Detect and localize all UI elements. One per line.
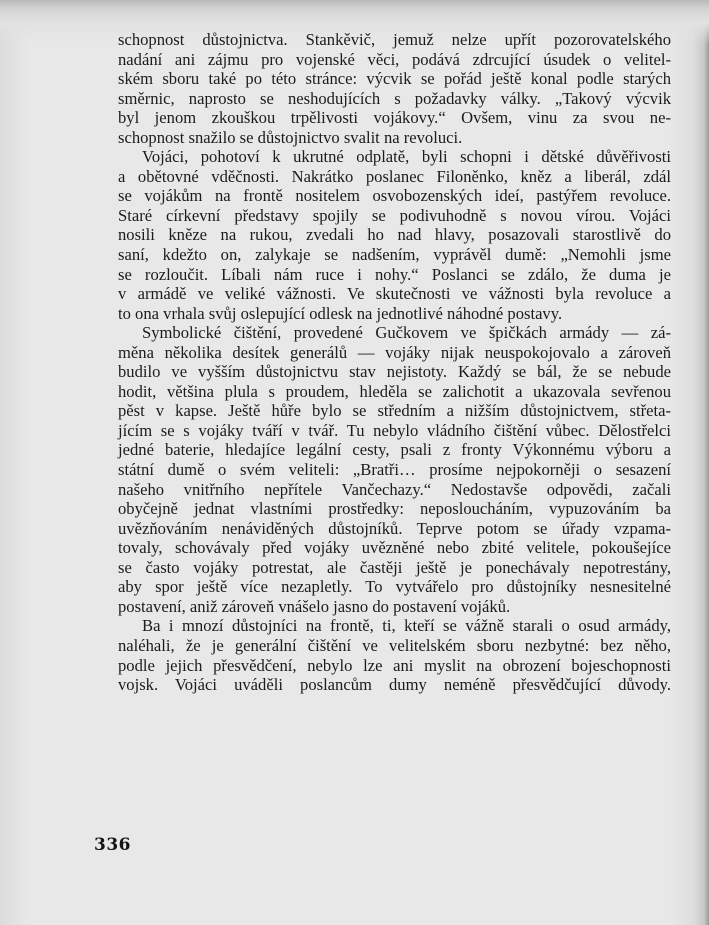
text-line: směrnic, naprosto se neshodujících s požadavky války. „Takový výcvik [118,88,671,108]
paragraph-2 [118,147,671,323]
text-line: se často vojáky potrestat, ale častěji ještě je ponechávaly nepotrestány, [118,557,671,577]
body-text [118,30,671,695]
text-line: naléhali, že je generální čištění ve velitelském sboru nezbytné: bez něho, [118,635,671,655]
text-line: nosili kněze na rukou, zvedali ho nad hlavy, posazovali starostlivě do [118,225,671,245]
text-line: hodit, většina plula s proudem, hleděla se zalichotit a ukazovala sevřenou [118,381,671,401]
text-line: ském sboru také po této stránce: výcvik se pořád ještě konal podle starých [118,69,671,89]
text-line: pěst v kapse. Ještě hůře bylo se středním a nižším důstojnictvem, střeta- [118,401,671,421]
text-line: měna několika desítek generálů — vojáky nijak neuspokojovalo a zároveň [118,342,671,362]
text-line: to ona vrhala svůj oslepující odlesk na jednotlivé náhodné postavy. [118,303,563,323]
text-line: v armádě ve veliké vážnosti. Ve skutečnosti ve vážnosti byla revoluce a [118,284,671,304]
text-line: nadání ani zájmu pro vojenské věci, podává zdrcující úsudek o velitel- [118,49,671,69]
text-line: státní dumě o svém veliteli: „Bratři… prosíme nejpokorněji o sesazení [118,460,671,480]
text-line: Symbolické čištění, provedené Gučkovem ve špičkách armády — zá- [142,323,671,343]
text-line: a obětovné vděčnosti. Nakrátko poslanec Filoněnko, kněz a liberál, zdál [118,166,671,186]
text-line: postavení, aniž zároveň vnášelo jasno do postavení vojáků. [118,596,511,616]
text-line: saní, kdežto on, zalykaje se nadšením, vyprávěl dumě: „Nemohli jsme [118,245,671,265]
text-line: jícím se s vojáky tváří v tvář. Tu nebylo vládního čištění vůbec. Dělostřelci [118,420,671,440]
paragraph-3 [118,323,671,616]
text-line: schopnost snažilo se důstojnictvo svalit na revoluci. [118,127,463,147]
text-line: se rozloučit. Líbali nám ruce i nohy.“ Poslanci se zdálo, že duma je [118,264,671,284]
text-line: budilo ve vyšším důstojnictvu stav nejistoty. Každý se bál, že se nebude [118,362,671,382]
text-line: našeho vnitřního nepřítele Vančechazy.“ Nedostavše odpovědi, začali [118,479,671,499]
text-line: se vojákům na frontě nositelem osvobozenských ideí, pastýřem revoluce. [118,186,671,206]
text-line: uvězňováním nenáviděných důstojníků. Teprve potom se úřady vzpama- [118,518,671,538]
text-line: schopnost důstojnictva. Stankěvič, jemuž nelze upřít pozorovatelského [118,30,671,49]
text-line: podle jejich přesvědčení, nebylo lze ani myslit na obrození bojeschopnosti [118,655,671,675]
text-line: Vojáci, pohotoví k ukrutné odplatě, byli schopni i dětské důvěřivosti [142,147,671,167]
paragraph-1 [118,30,671,147]
text-line: tovaly, schovávaly před vojáky uvězněné nebo zbité velitele, pokoušejíce [118,538,671,558]
text-line: obyčejně jednat vlastními prostředky: neposloucháním, vypuzováním ba [118,499,671,519]
paragraph-4 [118,616,671,694]
text-line: byl jenom zkouškou trpělivosti vojákovy.“ Ovšem, vinu za svou ne- [118,108,671,128]
text-line: jedné baterie, hledajíce legální cesty, psali z fronty Výkonnému výboru a [118,440,671,460]
page-number: 336 [94,835,131,855]
text-line: Ba i mnozí důstojníci na frontě, ti, kteří se vážně starali o osud armády, [142,616,671,636]
text-line: Staré církevní představy spojily se podivuhodně s novou vírou. Vojáci [118,205,671,225]
text-line: aby spor ještě více nezapletly. To vytvářelo pro důstojníky nesnesitelné [118,577,671,597]
text-line: vojsk. Vojáci uváděli poslancům dumy neméně přesvědčující důvody. [118,675,671,695]
